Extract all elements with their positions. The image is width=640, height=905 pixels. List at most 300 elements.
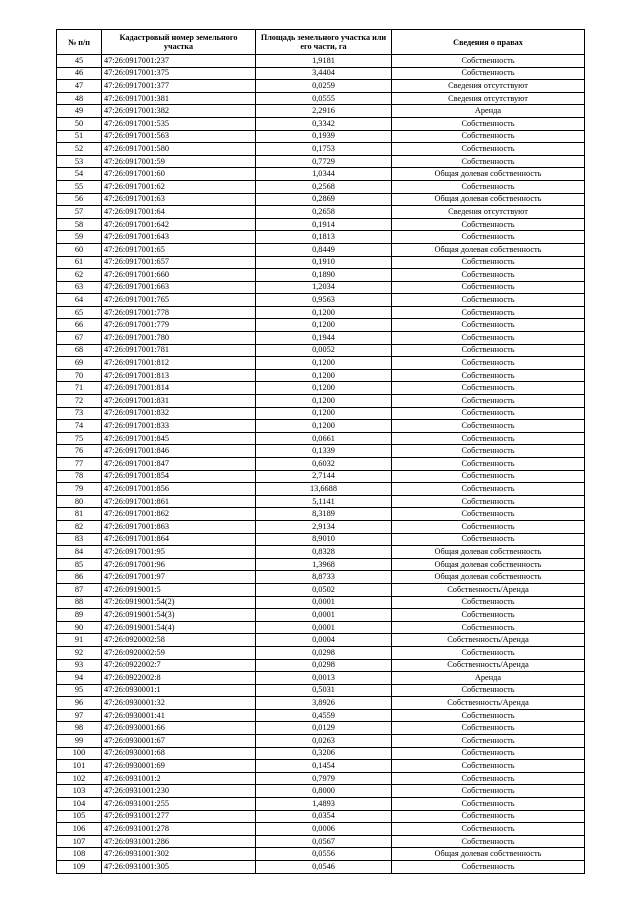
rights-cell: Собственность (392, 269, 585, 282)
row-number-cell: 103 (57, 785, 102, 798)
area-cell: 0,1200 (256, 319, 392, 332)
table-row (57, 306, 585, 319)
table-row (57, 684, 585, 697)
row-number-cell: 93 (57, 659, 102, 672)
area-cell: 0,8328 (256, 546, 392, 559)
cadastral-number-cell: 47:26:0917001:375 (102, 67, 256, 80)
table-row (57, 55, 585, 68)
row-number-cell: 48 (57, 92, 102, 105)
rights-cell: Собственность (392, 256, 585, 269)
cadastral-number-cell: 47:26:0917001:643 (102, 231, 256, 244)
cadastral-number-cell: 47:26:0931001:305 (102, 861, 256, 874)
area-cell: 0,1910 (256, 256, 392, 269)
table-row (57, 243, 585, 256)
row-number-cell: 66 (57, 319, 102, 332)
cadastral-number-cell: 47:26:0919001:5 (102, 583, 256, 596)
rights-cell: Собственность/Аренда (392, 697, 585, 710)
row-number-cell: 84 (57, 546, 102, 559)
area-cell: 0,1200 (256, 382, 392, 395)
cadastral-number-cell: 47:26:0917001:856 (102, 483, 256, 496)
area-cell: 0,2869 (256, 193, 392, 206)
cadastral-number-cell: 47:26:0917001:812 (102, 357, 256, 370)
row-number-cell: 70 (57, 369, 102, 382)
row-number-cell: 69 (57, 357, 102, 370)
area-cell: 0,0661 (256, 432, 392, 445)
area-cell: 0,1200 (256, 357, 392, 370)
row-number-cell: 71 (57, 382, 102, 395)
table-row (57, 722, 585, 735)
cadastral-number-cell: 47:26:0917001:95 (102, 546, 256, 559)
row-number-cell: 63 (57, 281, 102, 294)
rights-cell: Общая долевая собственность (392, 193, 585, 206)
row-number-cell: 80 (57, 495, 102, 508)
table-row (57, 533, 585, 546)
cadastral-number-cell: 47:26:0917001:97 (102, 571, 256, 584)
header-row (57, 30, 585, 55)
cadastral-number-cell: 47:26:0917001:563 (102, 130, 256, 143)
area-cell: 1,0344 (256, 168, 392, 181)
rights-cell: Собственность/Аренда (392, 634, 585, 647)
rights-cell: Собственность (392, 67, 585, 80)
rights-cell: Собственность (392, 306, 585, 319)
rights-cell: Собственность (392, 684, 585, 697)
row-number-cell: 95 (57, 684, 102, 697)
area-cell: 0,2658 (256, 206, 392, 219)
table-row (57, 294, 585, 307)
area-cell: 0,1944 (256, 332, 392, 345)
row-number-cell: 75 (57, 432, 102, 445)
table-row (57, 92, 585, 105)
rights-cell: Общая долевая собственность (392, 571, 585, 584)
table-row (57, 470, 585, 483)
rights-cell: Собственность (392, 420, 585, 433)
row-number-cell: 105 (57, 810, 102, 823)
cadastral-number-cell: 47:26:0917001:96 (102, 558, 256, 571)
land-plots-table (56, 29, 585, 874)
cadastral-number-cell: 47:26:0917001:381 (102, 92, 256, 105)
table-row (57, 760, 585, 773)
cadastral-number-cell: 47:26:0930001:41 (102, 709, 256, 722)
cadastral-number-cell: 47:26:0931001:230 (102, 785, 256, 798)
row-number-cell: 89 (57, 609, 102, 622)
table-row (57, 407, 585, 420)
rights-cell: Собственность (392, 835, 585, 848)
header-rights: Сведения о правах (392, 30, 585, 55)
cadastral-number-cell: 47:26:0917001:580 (102, 143, 256, 156)
area-cell: 0,0129 (256, 722, 392, 735)
cadastral-number-cell: 47:26:0920002:59 (102, 646, 256, 659)
cadastral-number-cell: 47:26:0919001:54(3) (102, 609, 256, 622)
area-cell: 0,1200 (256, 395, 392, 408)
table-row (57, 206, 585, 219)
row-number-cell: 79 (57, 483, 102, 496)
table-row (57, 520, 585, 533)
table-row (57, 735, 585, 748)
cadastral-number-cell: 47:26:0931001:2 (102, 772, 256, 785)
cadastral-number-cell: 47:26:0930001:66 (102, 722, 256, 735)
rights-cell: Собственность (392, 281, 585, 294)
area-cell: 1,4893 (256, 798, 392, 811)
table-row (57, 344, 585, 357)
row-number-cell: 96 (57, 697, 102, 710)
cadastral-number-cell: 47:26:0917001:814 (102, 382, 256, 395)
table-row (57, 672, 585, 685)
area-cell: 0,1753 (256, 143, 392, 156)
cadastral-number-cell: 47:26:0917001:864 (102, 533, 256, 546)
rights-cell: Собственность (392, 483, 585, 496)
area-cell: 0,1939 (256, 130, 392, 143)
header-row-number: № п/п (57, 30, 102, 55)
table-row (57, 130, 585, 143)
table-row (57, 180, 585, 193)
rights-cell: Собственность (392, 823, 585, 836)
table-row (57, 596, 585, 609)
rights-cell: Собственность (392, 709, 585, 722)
area-cell: 5,1141 (256, 495, 392, 508)
cadastral-number-cell: 47:26:0917001:863 (102, 520, 256, 533)
rights-cell: Собственность (392, 294, 585, 307)
area-cell: 1,2034 (256, 281, 392, 294)
cadastral-number-cell: 47:26:0917001:845 (102, 432, 256, 445)
table-body (57, 55, 585, 874)
row-number-cell: 73 (57, 407, 102, 420)
area-cell: 0,0546 (256, 861, 392, 874)
table-row (57, 168, 585, 181)
table-row (57, 319, 585, 332)
row-number-cell: 85 (57, 558, 102, 571)
cadastral-number-cell: 47:26:0930001:67 (102, 735, 256, 748)
area-cell: 0,1813 (256, 231, 392, 244)
table-row (57, 218, 585, 231)
header-area: Площадь земельного участка или его части, га (256, 30, 392, 55)
cadastral-number-cell: 47:26:0917001:854 (102, 470, 256, 483)
area-cell: 0,0556 (256, 848, 392, 861)
table-row (57, 432, 585, 445)
cadastral-number-cell: 47:26:0919001:54(4) (102, 621, 256, 634)
rights-cell: Собственность (392, 861, 585, 874)
cadastral-number-cell: 47:26:0917001:862 (102, 508, 256, 521)
rights-cell: Собственность (392, 798, 585, 811)
cadastral-number-cell: 47:26:0917001:832 (102, 407, 256, 420)
row-number-cell: 56 (57, 193, 102, 206)
rights-cell: Собственность (392, 432, 585, 445)
rights-cell: Собственность (392, 231, 585, 244)
row-number-cell: 83 (57, 533, 102, 546)
table-row (57, 395, 585, 408)
row-number-cell: 99 (57, 735, 102, 748)
row-number-cell: 88 (57, 596, 102, 609)
cadastral-number-cell: 47:26:0917001:59 (102, 155, 256, 168)
row-number-cell: 104 (57, 798, 102, 811)
area-cell: 2,9134 (256, 520, 392, 533)
rights-cell: Собственность (392, 332, 585, 345)
table-row (57, 785, 585, 798)
rights-cell: Сведения отсутствуют (392, 80, 585, 93)
row-number-cell: 58 (57, 218, 102, 231)
rights-cell: Сведения отсутствуют (392, 92, 585, 105)
row-number-cell: 97 (57, 709, 102, 722)
row-number-cell: 49 (57, 105, 102, 118)
table-row (57, 621, 585, 634)
row-number-cell: 51 (57, 130, 102, 143)
rights-cell: Собственность (392, 772, 585, 785)
area-cell: 0,0001 (256, 609, 392, 622)
row-number-cell: 78 (57, 470, 102, 483)
cadastral-number-cell: 47:26:0917001:846 (102, 445, 256, 458)
cadastral-number-cell: 47:26:0917001:62 (102, 180, 256, 193)
rights-cell: Собственность (392, 520, 585, 533)
rights-cell: Собственность (392, 55, 585, 68)
row-number-cell: 101 (57, 760, 102, 773)
rights-cell: Собственность (392, 344, 585, 357)
area-cell: 0,1200 (256, 369, 392, 382)
area-cell: 0,7729 (256, 155, 392, 168)
table-row (57, 546, 585, 559)
table-row (57, 634, 585, 647)
area-cell: 3,8926 (256, 697, 392, 710)
table-row (57, 659, 585, 672)
rights-cell: Собственность/Аренда (392, 659, 585, 672)
area-cell: 0,5031 (256, 684, 392, 697)
area-cell: 3,4404 (256, 67, 392, 80)
table-row (57, 155, 585, 168)
row-number-cell: 77 (57, 458, 102, 471)
row-number-cell: 65 (57, 306, 102, 319)
table-row (57, 823, 585, 836)
area-cell: 0,8000 (256, 785, 392, 798)
row-number-cell: 109 (57, 861, 102, 874)
cadastral-number-cell: 47:26:0917001:660 (102, 269, 256, 282)
area-cell: 0,1200 (256, 306, 392, 319)
rights-cell: Собственность (392, 458, 585, 471)
rights-cell: Аренда (392, 105, 585, 118)
row-number-cell: 47 (57, 80, 102, 93)
cadastral-number-cell: 47:26:0917001:861 (102, 495, 256, 508)
area-cell: 0,0502 (256, 583, 392, 596)
cadastral-number-cell: 47:26:0931001:302 (102, 848, 256, 861)
rights-cell: Собственность (392, 319, 585, 332)
cadastral-number-cell: 47:26:0917001:65 (102, 243, 256, 256)
rights-cell: Собственность (392, 143, 585, 156)
rights-cell: Собственность (392, 445, 585, 458)
area-cell: 2,7144 (256, 470, 392, 483)
cadastral-number-cell: 47:26:0931001:277 (102, 810, 256, 823)
area-cell: 0,1339 (256, 445, 392, 458)
table-header (57, 30, 585, 55)
area-cell: 0,0006 (256, 823, 392, 836)
cadastral-number-cell: 47:26:0917001:765 (102, 294, 256, 307)
row-number-cell: 52 (57, 143, 102, 156)
rights-cell: Собственность (392, 785, 585, 798)
area-cell: 0,1200 (256, 407, 392, 420)
table-row (57, 458, 585, 471)
table-row (57, 495, 585, 508)
row-number-cell: 98 (57, 722, 102, 735)
cadastral-number-cell: 47:26:0917001:781 (102, 344, 256, 357)
cadastral-number-cell: 47:26:0930001:32 (102, 697, 256, 710)
row-number-cell: 81 (57, 508, 102, 521)
rights-cell: Собственность (392, 508, 585, 521)
table-row (57, 835, 585, 848)
area-cell: 0,1890 (256, 269, 392, 282)
rights-cell: Общая долевая собственность (392, 558, 585, 571)
area-cell: 0,0001 (256, 621, 392, 634)
table-row (57, 483, 585, 496)
cadastral-number-cell: 47:26:0930001:68 (102, 747, 256, 760)
rights-cell: Аренда (392, 672, 585, 685)
area-cell: 0,0052 (256, 344, 392, 357)
rights-cell: Собственность/Аренда (392, 583, 585, 596)
cadastral-number-cell: 47:26:0917001:535 (102, 117, 256, 130)
table-row (57, 772, 585, 785)
table-row (57, 105, 585, 118)
table-row (57, 281, 585, 294)
cadastral-number-cell: 47:26:0931001:286 (102, 835, 256, 848)
table-row (57, 269, 585, 282)
table-row (57, 420, 585, 433)
table-row (57, 697, 585, 710)
row-number-cell: 76 (57, 445, 102, 458)
cadastral-number-cell: 47:26:0917001:813 (102, 369, 256, 382)
table-row (57, 332, 585, 345)
table-row (57, 369, 585, 382)
cadastral-number-cell: 47:26:0917001:833 (102, 420, 256, 433)
cadastral-number-cell: 47:26:0917001:831 (102, 395, 256, 408)
table-row (57, 861, 585, 874)
cadastral-number-cell: 47:26:0917001:778 (102, 306, 256, 319)
area-cell: 0,0013 (256, 672, 392, 685)
cadastral-number-cell: 47:26:0922002:8 (102, 672, 256, 685)
row-number-cell: 72 (57, 395, 102, 408)
area-cell: 0,0298 (256, 659, 392, 672)
area-cell: 1,9181 (256, 55, 392, 68)
rights-cell: Общая долевая собственность (392, 546, 585, 559)
rights-cell: Собственность (392, 407, 585, 420)
cadastral-number-cell: 47:26:0917001:63 (102, 193, 256, 206)
area-cell: 8,9010 (256, 533, 392, 546)
cadastral-number-cell: 47:26:0917001:64 (102, 206, 256, 219)
row-number-cell: 94 (57, 672, 102, 685)
rights-cell: Собственность (392, 218, 585, 231)
area-cell: 0,1914 (256, 218, 392, 231)
area-cell: 0,8449 (256, 243, 392, 256)
rights-cell: Собственность (392, 533, 585, 546)
row-number-cell: 92 (57, 646, 102, 659)
row-number-cell: 100 (57, 747, 102, 760)
row-number-cell: 107 (57, 835, 102, 848)
table-row (57, 558, 585, 571)
table-row (57, 709, 585, 722)
row-number-cell: 91 (57, 634, 102, 647)
area-cell: 2,2916 (256, 105, 392, 118)
rights-cell: Сведения отсутствуют (392, 206, 585, 219)
rights-cell: Собственность (392, 470, 585, 483)
table-row (57, 117, 585, 130)
rights-cell: Собственность (392, 596, 585, 609)
row-number-cell: 50 (57, 117, 102, 130)
row-number-cell: 67 (57, 332, 102, 345)
row-number-cell: 53 (57, 155, 102, 168)
row-number-cell: 102 (57, 772, 102, 785)
area-cell: 0,0001 (256, 596, 392, 609)
rights-cell: Собственность (392, 646, 585, 659)
area-cell: 0,2568 (256, 180, 392, 193)
table-row (57, 357, 585, 370)
area-cell: 13,6688 (256, 483, 392, 496)
cadastral-number-cell: 47:26:0917001:377 (102, 80, 256, 93)
area-cell: 0,3206 (256, 747, 392, 760)
rights-cell: Собственность (392, 117, 585, 130)
table-row (57, 193, 585, 206)
row-number-cell: 68 (57, 344, 102, 357)
table-row (57, 508, 585, 521)
table-row (57, 445, 585, 458)
rights-cell: Собственность (392, 760, 585, 773)
cadastral-number-cell: 47:26:0917001:847 (102, 458, 256, 471)
area-cell: 0,6032 (256, 458, 392, 471)
area-cell: 0,7979 (256, 772, 392, 785)
cadastral-number-cell: 47:26:0917001:382 (102, 105, 256, 118)
row-number-cell: 86 (57, 571, 102, 584)
rights-cell: Собственность (392, 747, 585, 760)
cadastral-number-cell: 47:26:0917001:657 (102, 256, 256, 269)
table-row (57, 231, 585, 244)
table-row (57, 571, 585, 584)
rights-cell: Собственность (392, 810, 585, 823)
row-number-cell: 61 (57, 256, 102, 269)
cadastral-number-cell: 47:26:0930001:69 (102, 760, 256, 773)
row-number-cell: 60 (57, 243, 102, 256)
cadastral-number-cell: 47:26:0920002:58 (102, 634, 256, 647)
rights-cell: Собственность (392, 369, 585, 382)
area-cell: 0,0259 (256, 80, 392, 93)
cadastral-number-cell: 47:26:0917001:60 (102, 168, 256, 181)
area-cell: 0,0004 (256, 634, 392, 647)
cadastral-number-cell: 47:26:0917001:237 (102, 55, 256, 68)
area-cell: 0,0555 (256, 92, 392, 105)
row-number-cell: 57 (57, 206, 102, 219)
area-cell: 1,3968 (256, 558, 392, 571)
rights-cell: Собственность (392, 180, 585, 193)
cadastral-number-cell: 47:26:0917001:780 (102, 332, 256, 345)
cadastral-number-cell: 47:26:0917001:779 (102, 319, 256, 332)
area-cell: 0,9563 (256, 294, 392, 307)
table-row (57, 143, 585, 156)
row-number-cell: 45 (57, 55, 102, 68)
rights-cell: Общая долевая собственность (392, 848, 585, 861)
row-number-cell: 74 (57, 420, 102, 433)
row-number-cell: 106 (57, 823, 102, 836)
table-row (57, 646, 585, 659)
table-row (57, 810, 585, 823)
row-number-cell: 64 (57, 294, 102, 307)
rights-cell: Собственность (392, 130, 585, 143)
header-cadastral-number: Кадастровый номер земельного участка (102, 30, 256, 55)
rights-cell: Собственность (392, 609, 585, 622)
cadastral-number-cell: 47:26:0931001:278 (102, 823, 256, 836)
rights-cell: Собственность (392, 155, 585, 168)
table-row (57, 67, 585, 80)
table-row (57, 609, 585, 622)
row-number-cell: 82 (57, 520, 102, 533)
area-cell: 8,3189 (256, 508, 392, 521)
cadastral-number-cell: 47:26:0917001:642 (102, 218, 256, 231)
rights-cell: Собственность (392, 382, 585, 395)
rights-cell: Общая долевая собственность (392, 168, 585, 181)
area-cell: 0,4559 (256, 709, 392, 722)
row-number-cell: 87 (57, 583, 102, 596)
row-number-cell: 46 (57, 67, 102, 80)
